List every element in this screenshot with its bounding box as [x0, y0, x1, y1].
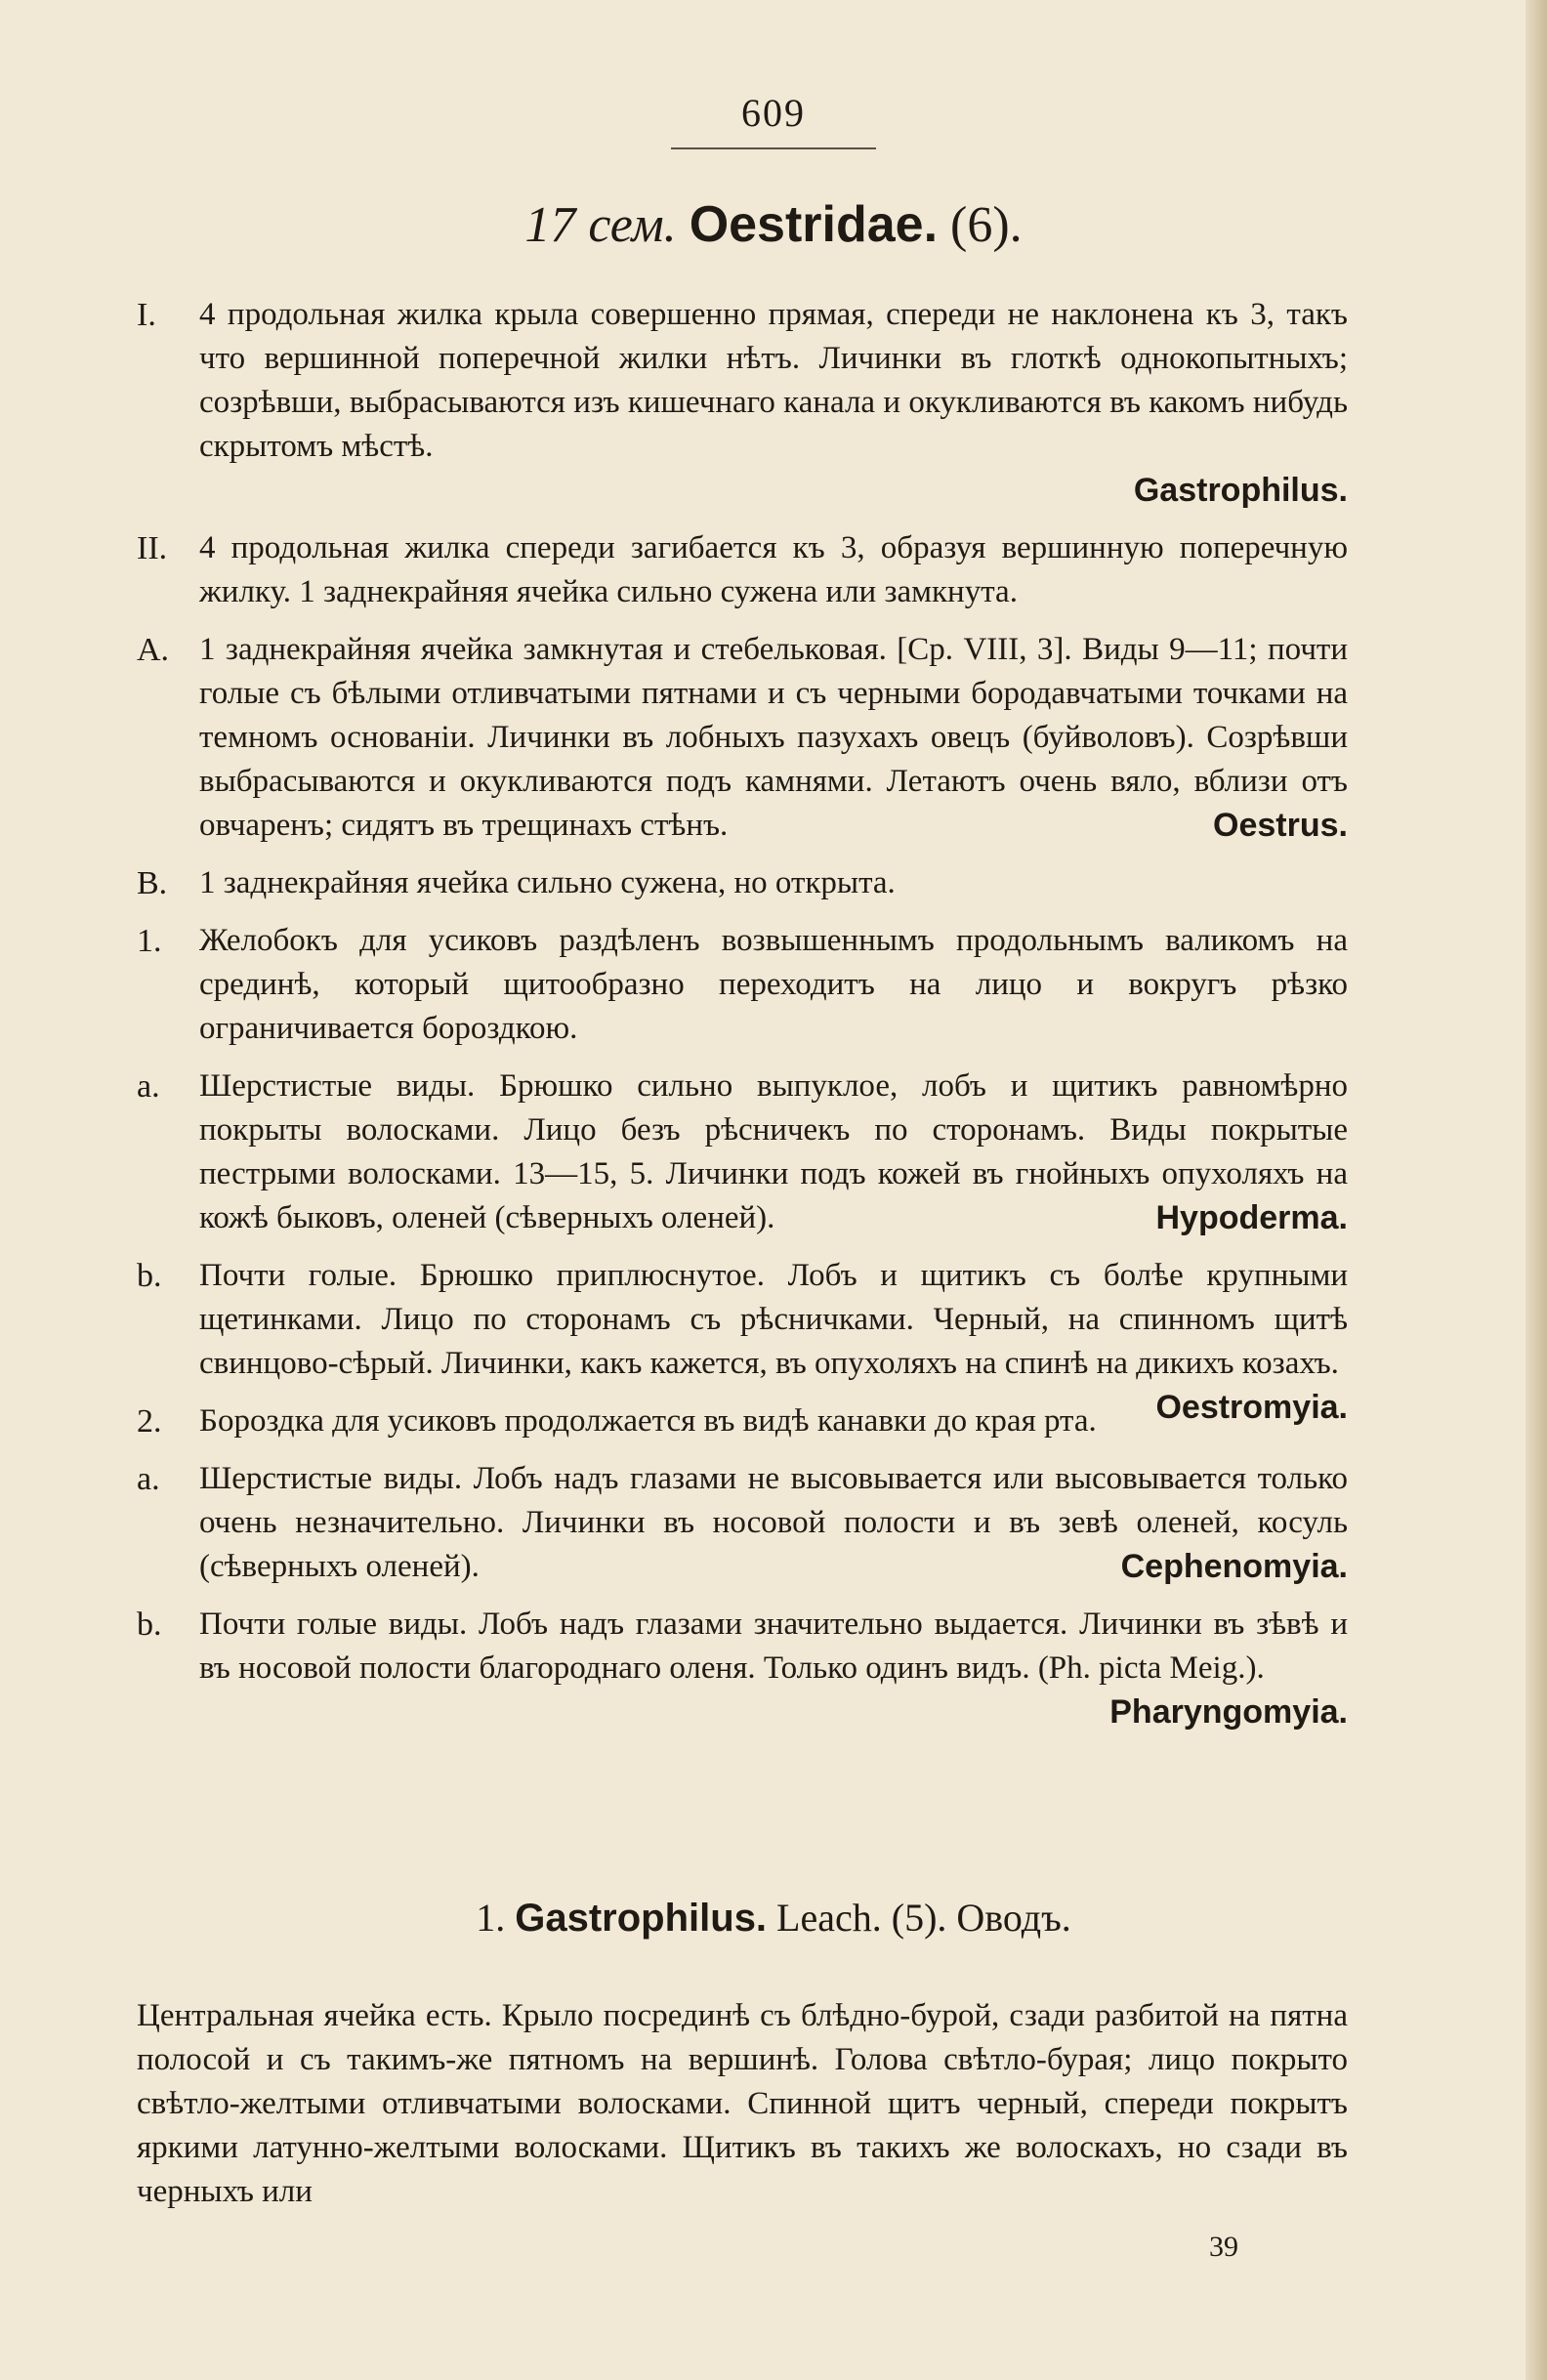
couplet-marker: B.	[137, 865, 168, 901]
couplet-description: Шерстистые виды. Лобъ надъ глазами не высовывается или высовывается только очень незначительно. Личинки въ носовой полости и въ зевѣ оленей, косуль (сѣверныхъ оленей).	[199, 1461, 1348, 1584]
couplet-text	[199, 861, 1348, 905]
page-number: 609	[741, 91, 806, 135]
genus-name: Cephenomyia.	[1120, 1548, 1348, 1585]
identification-key	[137, 293, 1348, 1734]
page-header	[0, 90, 1547, 149]
key-couplet	[137, 1399, 1348, 1443]
couplet-text	[199, 628, 1348, 848]
key-couplet	[137, 919, 1348, 1051]
genus-heading	[0, 1895, 1547, 1941]
key-couplet	[137, 1603, 1348, 1731]
couplet-marker: A.	[137, 632, 170, 668]
genus-name: Gastrophilus.	[1133, 472, 1348, 509]
couplet-description: 4 продольная жилка крыла совершенно прямая, спереди не наклонена къ 3, такъ что вершинной поперечной жилки нѣтъ. Личинки въ глоткѣ однокопытныхъ; созрѣвши, выбрасываются изъ кишечнаго канала и окукливаются въ какомъ нибудь скрытомъ мѣстѣ.	[199, 297, 1348, 464]
key-couplet	[137, 628, 1348, 848]
genus-name: Pharyngomyia.	[1109, 1693, 1348, 1731]
couplet-text	[199, 1399, 1348, 1443]
couplet-text	[199, 919, 1348, 1051]
genus-name: Oestromyia.	[1155, 1389, 1348, 1426]
couplet-marker: a.	[137, 1068, 160, 1105]
genus-heading-rest: Leach. (5). Оводъ.	[776, 1896, 1071, 1940]
family-heading	[0, 195, 1547, 254]
couplet-description: Почти голые виды. Лобъ надъ глазами значительно выдается. Личинки въ зѣвѣ и въ носовой полости благороднаго оленя. Только одинъ видъ. (Ph. picta Meig.).	[199, 1607, 1348, 1686]
couplet-text	[199, 1603, 1348, 1731]
couplet-marker: 2.	[137, 1403, 162, 1440]
key-couplet	[137, 1457, 1348, 1589]
genus-heading-number: 1.	[476, 1896, 506, 1940]
family-name: Oestridae.	[689, 196, 939, 253]
key-couplet	[137, 1065, 1348, 1240]
couplet-description: 1 заднекрайняя ячейка сильно сужена, но открыта.	[199, 865, 896, 900]
couplet-description: Бороздка для усиковъ продолжается въ видѣ канавки до края рта.	[199, 1403, 1097, 1439]
couplet-marker: b.	[137, 1607, 162, 1643]
couplet-marker: 1.	[137, 923, 162, 959]
family-count: (6).	[950, 197, 1023, 253]
couplet-description: Почти голые. Брюшко приплюснутое. Лобъ и щитикъ съ болѣе крупными щетинками. Лицо по сторонамъ съ рѣсничками. Черный, на спинномъ щитѣ свинцово-сѣрый. Личинки, какъ кажется, въ опухоляхъ на спинѣ на дикихъ козахъ.	[199, 1258, 1348, 1381]
couplet-marker: II.	[137, 530, 168, 566]
page-edge	[1526, 0, 1547, 2380]
couplet-marker: a.	[137, 1461, 160, 1497]
couplet-text	[199, 1457, 1348, 1589]
signature-mark: 39	[1209, 2231, 1238, 2263]
key-couplet	[137, 526, 1348, 614]
couplet-marker: b.	[137, 1258, 162, 1294]
couplet-text	[199, 1065, 1348, 1240]
key-couplet	[137, 861, 1348, 905]
couplet-marker: I.	[137, 297, 156, 333]
couplet-description: Шерстистые виды. Брюшко сильно выпуклое, лобъ и щитикъ равномѣрно покрыты волосками. Лицо безъ рѣсничекъ по сторонамъ. Виды покрытые пестрыми волосками. 13—15, 5. Личинки подъ кожей въ гнойныхъ опухоляхъ на кожѣ быковъ, оленей (сѣверныхъ оленей).	[199, 1068, 1348, 1235]
genus-description: Центральная ячейка есть. Крыло посрединѣ съ блѣдно-бурой, сзади разбитой на пятна полосой и съ такимъ-же пятномъ на вершинѣ. Голова свѣтло-бурая; лицо покрыто свѣтло-желтыми отливчатыми волосками. Спинной щитъ черный, спереди покрытъ яркими латунно-желтыми волосками. Щитикъ въ такихъ же волоскахъ, но сзади въ черныхъ или	[137, 1998, 1348, 2209]
genus-name: Oestrus.	[1213, 807, 1348, 844]
key-couplet	[137, 293, 1348, 513]
genus-name: Hypoderma.	[1155, 1199, 1348, 1236]
couplet-text	[199, 293, 1348, 513]
family-number: 17 сем.	[524, 197, 677, 253]
header-rule	[671, 147, 876, 149]
couplet-description: 1 заднекрайняя ячейка замкнутая и стебельковая. [Ср. VIII, 3]. Виды 9—11; почти голые съ бѣлыми отливчатыми пятнами и съ черными бородавчатыми точками на темномъ основаніи. Личинки въ лобныхъ пазухахъ овецъ (буйволовъ). Созрѣвши выбрасываются и окукливаются подъ камнями. Летаютъ очень вяло, вблизи отъ овчаренъ; сидятъ въ трещинахъ стѣнъ.	[199, 632, 1348, 843]
couplet-description: 4 продольная жилка спереди загибается къ 3, образуя вершинную поперечную жилку. 1 заднекрайняя ячейка сильно сужена или замкнута.	[199, 530, 1348, 609]
couplet-description: Желобокъ для усиковъ раздѣленъ возвышеннымъ продольнымъ валикомъ на срединѣ, который щитообразно переходитъ на лицо и вокругъ рѣзко ограничивается бороздкою.	[199, 923, 1348, 1046]
couplet-text	[199, 526, 1348, 614]
genus-heading-name: Gastrophilus.	[515, 1897, 768, 1940]
